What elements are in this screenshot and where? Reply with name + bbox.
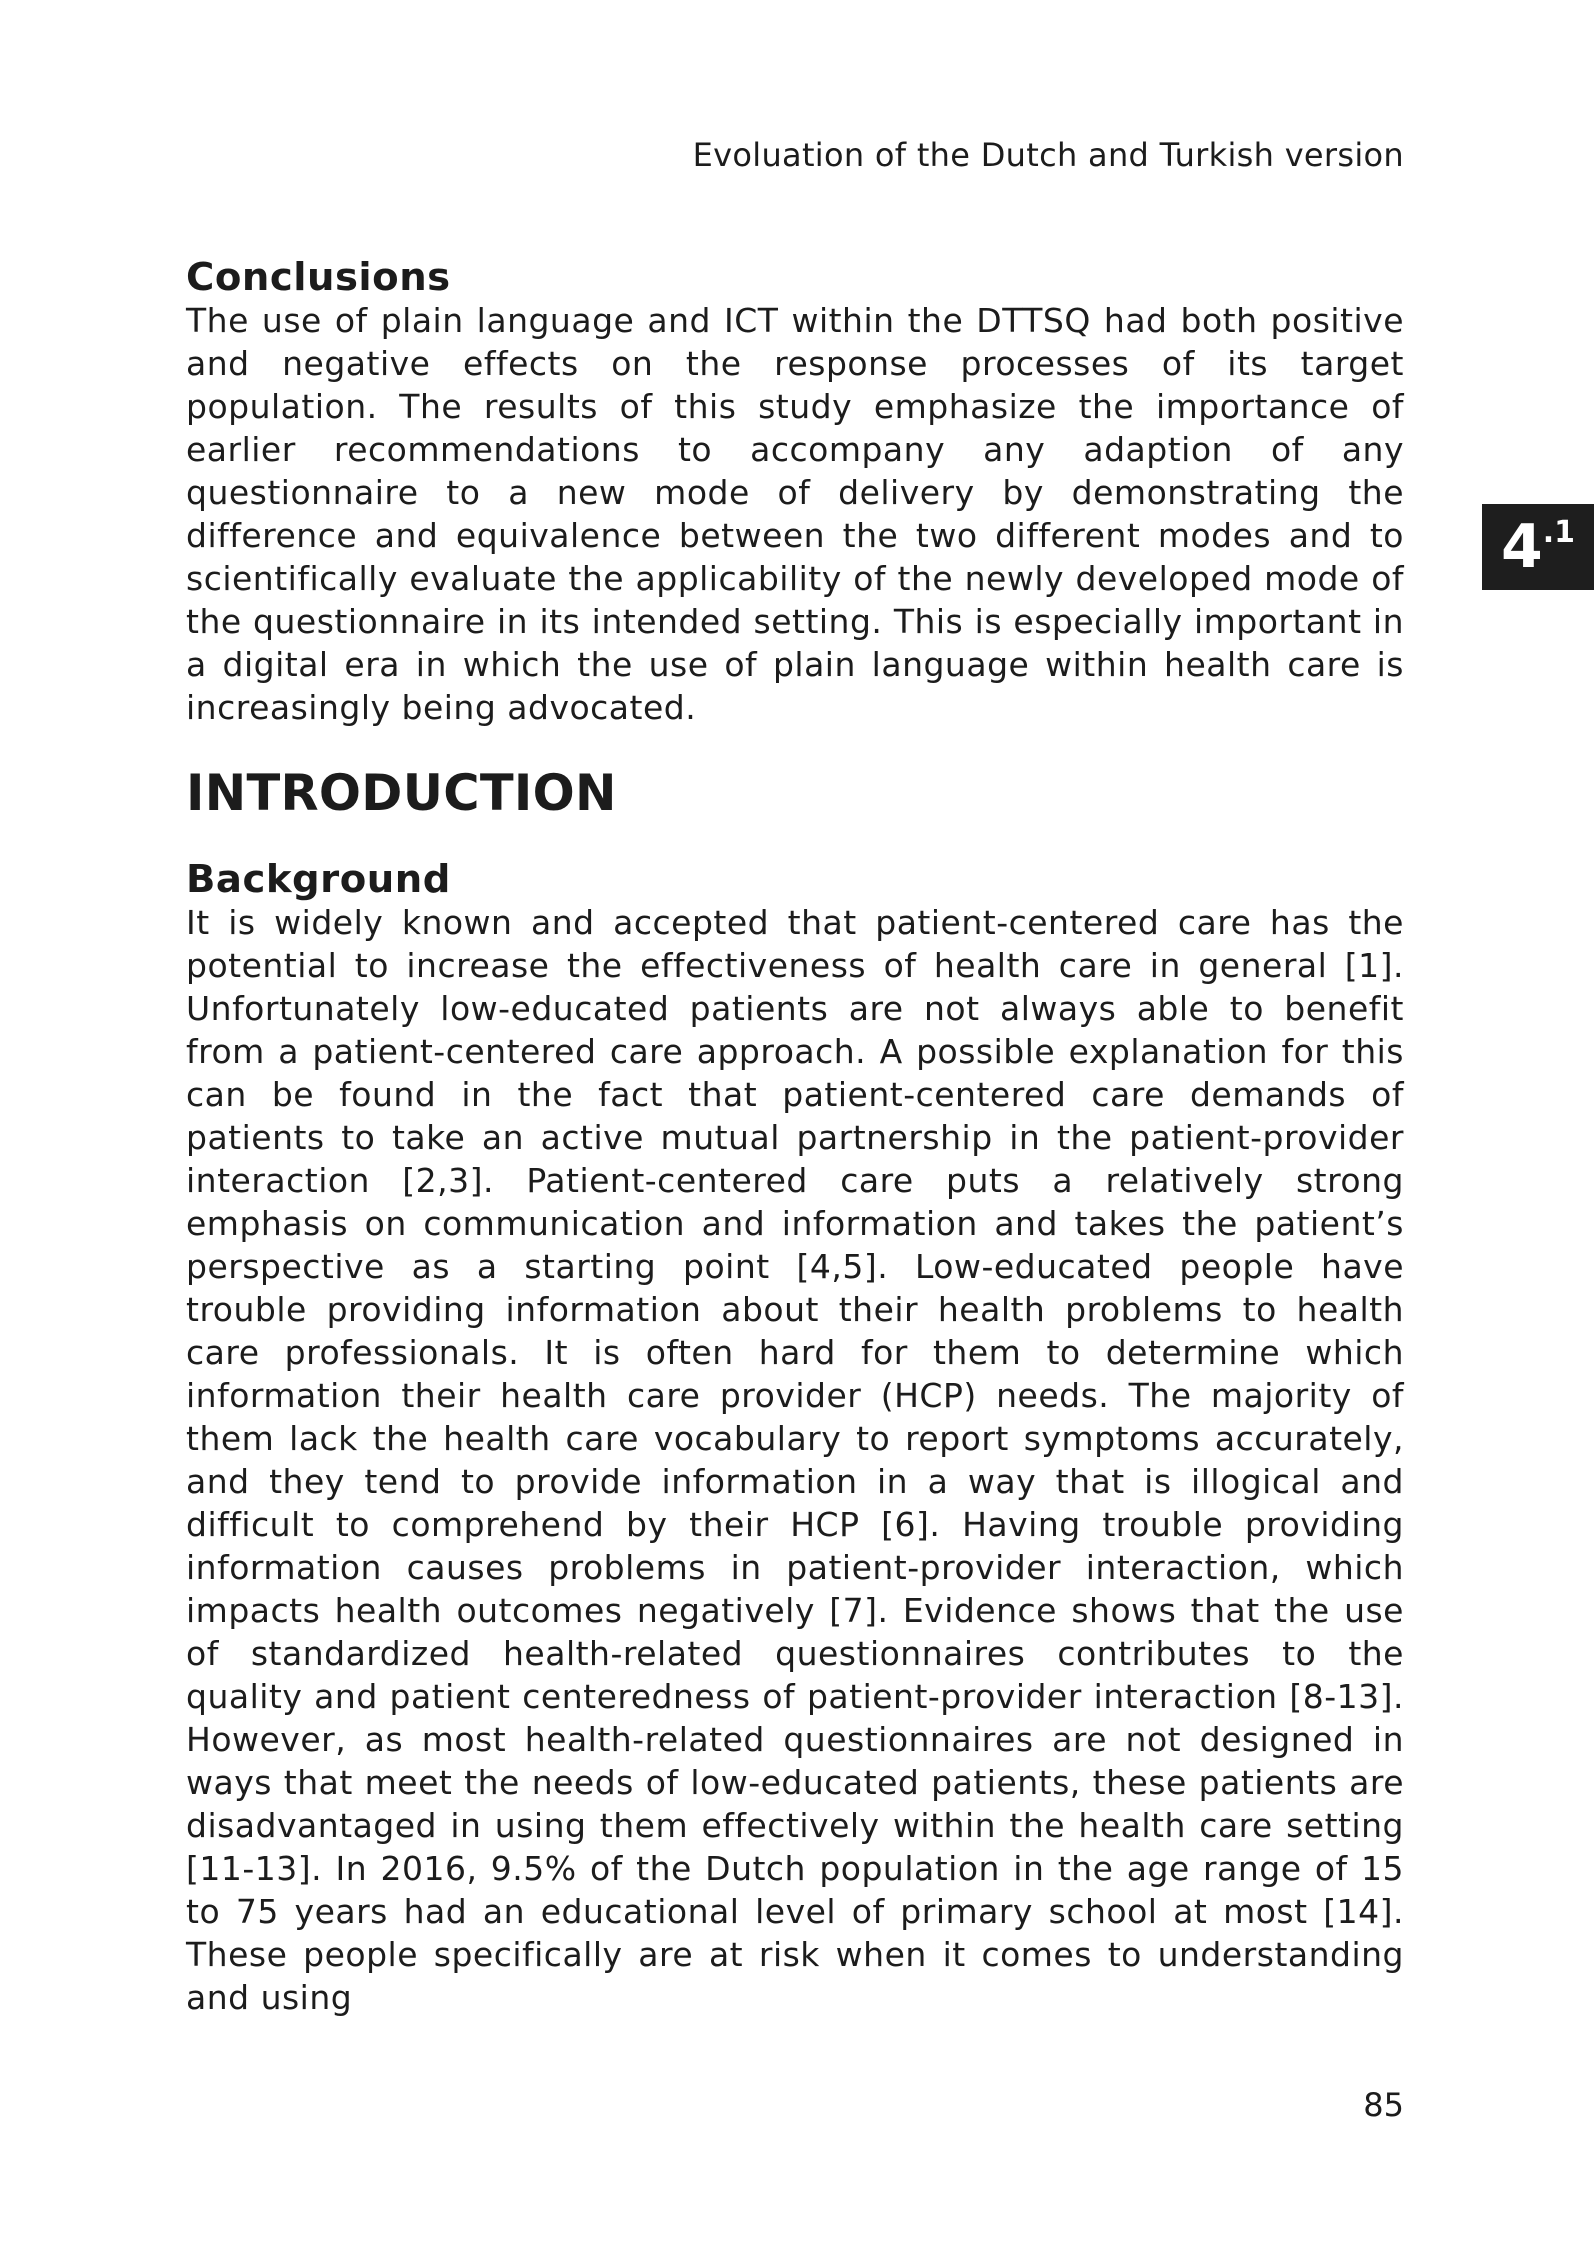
conclusions-paragraph: The use of plain language and ICT within the DTTSQ had both positive and negative effects on the response processes of its target population. The results of this study emphasize the importance of earlier recommendations to accompany any adaption of any questionnaire to a new mode of delivery by demonstrating the difference and equivalence between the two different modes and to scientifically evaluate the applicability of the newly developed mode of the questionnaire in its intended setting. This is especially important in a digital era in which the use of plain language within health care is increasingly being advocated. (186, 301, 1404, 727)
chapter-number: 4 (1500, 512, 1543, 582)
conclusions-heading: Conclusions (186, 255, 451, 300)
chapter-tab (1482, 504, 1594, 590)
page-content (186, 256, 1404, 2019)
background-heading: Background (186, 857, 451, 902)
running-header: Evoluation of the Dutch and Turkish version (692, 136, 1404, 174)
background-paragraph: It is widely known and accepted that patient-centered care has the potential to increase the effectiveness of health care in general [1]. Unfortunately low-educated patients are not always able to benefit from a patient-centered care approach. A possible explanation for this can be found in the fact that patient-centered care demands of patients to take an active mutual partnership in the patient-provider interaction [2,3]. Patient-centered care puts a relatively strong emphasis on communication and information and takes the patient’s perspective as a starting point [4,5]. Low-educated people have trouble providing information about their health problems to health care professionals. It is often hard for them to determine which information their health care provider (HCP) needs. The majority of them lack the health care vocabulary to report symptoms accurately, and they tend to provide information in a way that is illogical and difficult to comprehend by their HCP [6]. Having trouble providing information causes problems in patient-provider interaction, which impacts health outcomes negatively [7]. Evidence shows that the use of standardized health-related questionnaires contributes to the quality and patient centeredness of patient-provider interaction [8-13]. However, as most health-related questionnaires are not designed in ways that meet the needs of low-educated patients, these patients are disadvantaged in using them effectively within the health care setting [11-13]. In 2016, 9.5% of the Dutch population in the age range of 15 to 75 years had an educational level of primary school at most [14]. These people specifically are at risk when it comes to understanding and using (186, 903, 1404, 2017)
introduction-heading: INTRODUCTION (186, 764, 617, 822)
section-number: .1 (1542, 515, 1576, 550)
page-number: 85 (1363, 2086, 1404, 2124)
